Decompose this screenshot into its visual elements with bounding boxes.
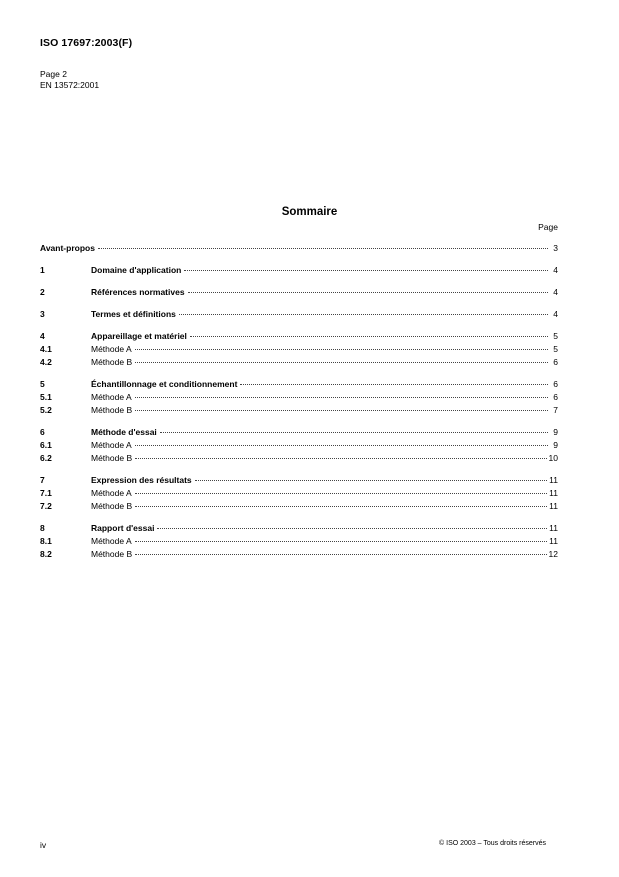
toc-entry-page: 4: [553, 287, 558, 297]
toc-entry-number: 7.1: [40, 488, 52, 498]
toc-leader-dots: [184, 270, 548, 271]
toc-title: Sommaire: [281, 206, 338, 218]
toc-entry-title: Méthode d'essai: [91, 427, 157, 437]
footer-page-number: iv: [40, 840, 47, 850]
table-of-contents: [40, 242, 558, 561]
toc-entry[interactable]: [40, 264, 558, 277]
toc-entry-title: Méthode B: [91, 405, 133, 415]
toc-entry-title: Méthode A: [91, 344, 132, 354]
toc-entry-title: Méthode A: [91, 440, 132, 450]
toc-leader-dots: [195, 480, 548, 481]
toc-entry-page: 4: [553, 265, 558, 275]
toc-entry[interactable]: [40, 548, 558, 561]
toc-leader-dots: [135, 397, 548, 398]
toc-entry-number: 8.1: [40, 536, 52, 546]
toc-entry-page: 6: [553, 357, 558, 367]
toc-entry-number: 6.1: [40, 440, 52, 450]
page-column-label: Page: [538, 222, 558, 232]
toc-entry-page: 11: [549, 501, 558, 511]
toc-leader-dots: [240, 384, 548, 385]
toc-leader-dots: [135, 458, 546, 459]
toc-entry-number: Avant-propos: [40, 243, 95, 253]
toc-entry-page: 11: [549, 536, 558, 546]
toc-entry[interactable]: [40, 330, 558, 343]
toc-entry-number: 3: [40, 309, 45, 319]
toc-entry-number: 1: [40, 265, 45, 275]
toc-entry-page: 5: [553, 344, 558, 354]
toc-entry-page: 5: [553, 331, 558, 341]
toc-leader-dots: [135, 445, 548, 446]
toc-entry-page: 9: [553, 440, 558, 450]
toc-entry[interactable]: [40, 500, 558, 513]
toc-entry-number: 6: [40, 427, 45, 437]
toc-entry[interactable]: [40, 452, 558, 465]
page-line: Page 2: [40, 69, 67, 79]
toc-entry-number: 8: [40, 523, 45, 533]
toc-entry[interactable]: [40, 474, 558, 487]
toc-entry-number: 7: [40, 475, 45, 485]
toc-entry[interactable]: [40, 286, 558, 299]
toc-leader-dots: [157, 528, 547, 529]
toc-entry-page: 9: [553, 427, 558, 437]
toc-entry-title: Échantillonnage et conditionnement: [91, 379, 238, 389]
toc-leader-dots: [135, 506, 547, 507]
toc-entry-title: Références normatives: [91, 287, 185, 297]
toc-entry-title: Méthode A: [91, 536, 132, 546]
toc-entry-title: Méthode A: [91, 392, 132, 402]
toc-entry-page: 7: [553, 405, 558, 415]
toc-entry-title: Méthode B: [91, 549, 133, 559]
toc-leader-dots: [135, 554, 546, 555]
toc-entry-number: 8.2: [40, 549, 52, 559]
toc-entry[interactable]: [40, 391, 558, 404]
toc-entry-page: 11: [549, 523, 558, 533]
toc-entry-number: 5.1: [40, 392, 52, 402]
toc-entry[interactable]: [40, 522, 558, 535]
toc-entry-title: Expression des résultats: [91, 475, 192, 485]
page-reference: [40, 69, 99, 91]
toc-entry[interactable]: [40, 378, 558, 391]
toc-leader-dots: [179, 314, 548, 315]
toc-leader-dots: [135, 349, 548, 350]
toc-leader-dots: [135, 410, 548, 411]
toc-entry-page: 11: [549, 475, 558, 485]
toc-entry[interactable]: [40, 356, 558, 369]
toc-entry-page: 6: [553, 379, 558, 389]
toc-entry-page: 6: [553, 392, 558, 402]
toc-entry-page: 12: [548, 549, 558, 559]
toc-entry-title: Appareillage et matériel: [91, 331, 187, 341]
toc-entry-title: Méthode B: [91, 501, 133, 511]
standard-code: ISO 17697:2003(F): [40, 37, 133, 49]
toc-entry-page: 3: [553, 243, 558, 253]
toc-leader-dots: [98, 248, 548, 249]
toc-entry-title: Méthode B: [91, 357, 133, 367]
toc-entry[interactable]: [40, 426, 558, 439]
toc-entry-number: 4.2: [40, 357, 52, 367]
toc-entry-page: 10: [548, 453, 558, 463]
toc-leader-dots: [135, 362, 548, 363]
toc-entry-number: 4.1: [40, 344, 52, 354]
toc-entry[interactable]: [40, 308, 558, 321]
toc-entry-title: Rapport d'essai: [91, 523, 155, 533]
toc-leader-dots: [188, 292, 548, 293]
toc-entry-title: Méthode A: [91, 488, 132, 498]
toc-leader-dots: [160, 432, 548, 433]
toc-leader-dots: [190, 336, 548, 337]
toc-entry[interactable]: [40, 535, 558, 548]
toc-entry[interactable]: [40, 439, 558, 452]
toc-entry[interactable]: [40, 242, 558, 255]
toc-entry-number: 5: [40, 379, 45, 389]
toc-entry[interactable]: [40, 404, 558, 417]
toc-entry-number: 7.2: [40, 501, 52, 511]
toc-entry[interactable]: [40, 343, 558, 356]
toc-leader-dots: [135, 493, 548, 494]
toc-entry-title: Termes et définitions: [91, 309, 176, 319]
toc-entry[interactable]: [40, 487, 558, 500]
toc-entry-number: 4: [40, 331, 45, 341]
toc-leader-dots: [135, 541, 548, 542]
toc-entry-title: Domaine d'application: [91, 265, 182, 275]
toc-entry-page: 4: [553, 309, 558, 319]
toc-entry-title: Méthode B: [91, 453, 133, 463]
toc-entry-number: 6.2: [40, 453, 52, 463]
footer-copyright: © ISO 2003 – Tous droits réservés: [439, 840, 546, 847]
en-reference: EN 13572:2001: [40, 80, 100, 90]
toc-entry-page: 11: [549, 488, 558, 498]
toc-entry-number: 2: [40, 287, 45, 297]
toc-entry-number: 5.2: [40, 405, 52, 415]
